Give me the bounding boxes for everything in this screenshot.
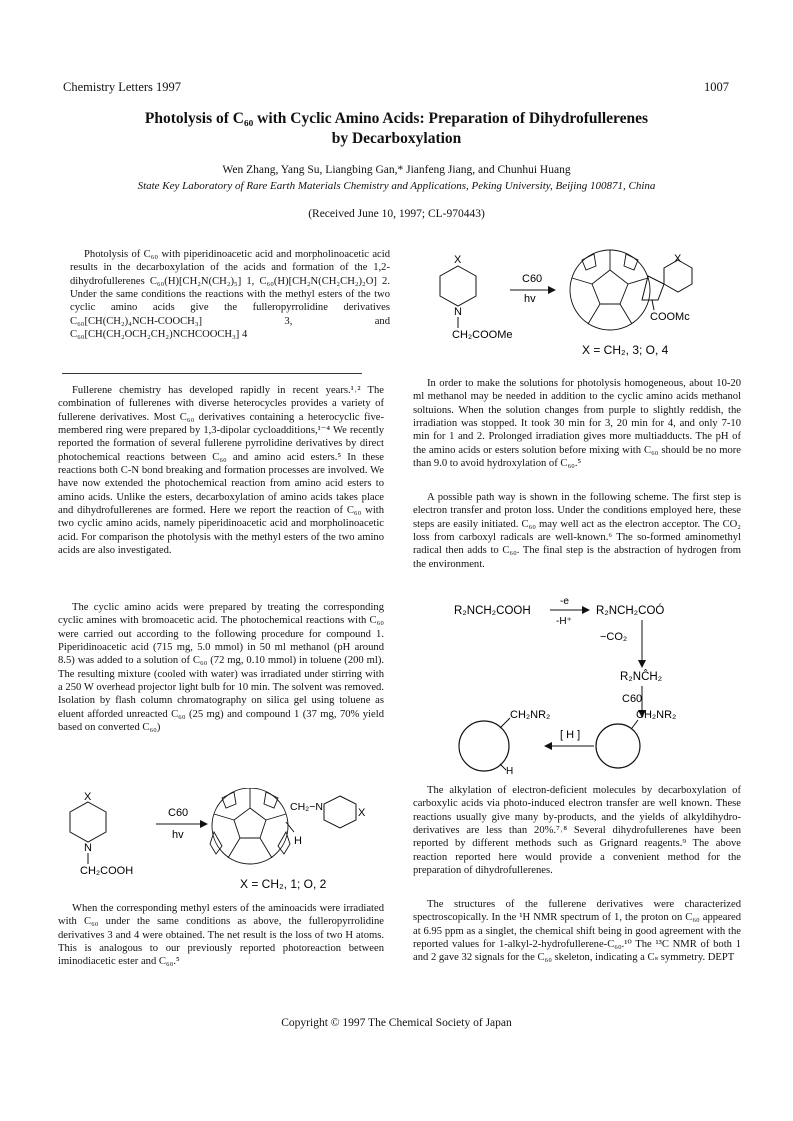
sub-right: CH₂NR₂ (636, 709, 677, 721)
reagent-label: C60 (168, 807, 189, 819)
page-number: 1007 (704, 80, 729, 94)
alkylation-paragraph: The alkylation of electron-deficient molecules by decarboxylation of carboxylic acids via photo-induced electron transfer are well known. These reactions usually give many by-products, and the yields of alkyldihydro-derivatives are less than 20%.⁷˒⁸ Several dihydrofullerenes have been reported by different methods such as Grignard reagents.⁹ The above reaction reported here would provide a convenient method for the preparation of dihydrofullerenes. (413, 785, 741, 877)
paper-title (0, 109, 793, 149)
condition-label: hv (524, 293, 536, 305)
reagent-label: C60 (522, 273, 543, 285)
fullerene-cage (210, 788, 290, 864)
radical-label: R₂NCH₂COÓ (596, 605, 665, 617)
fullerene-cage (570, 250, 650, 330)
reactant-label: R₂NCH₂COOH (454, 605, 531, 617)
adds-label: C60 (622, 693, 643, 705)
mechanism-scheme (440, 594, 730, 774)
product-substituent: CH₂−N (290, 801, 323, 813)
received-date: (Received June 10, 1997; CL-970443) (308, 208, 485, 220)
bond (500, 718, 510, 728)
step1-top: -e (560, 596, 569, 607)
author-list: Wen Zhang, Yang Su, Liangbing Gan,* Jianfeng Jiang, and Chunhui Huang (222, 164, 571, 176)
condition-label: hv (172, 829, 184, 841)
ring-atom-x: X (454, 254, 462, 266)
scheme-caption: X = CH₂, 1; O, 2 (240, 877, 327, 891)
scheme-compounds-3-4 (420, 248, 740, 360)
step1-bottom: -H⁺ (556, 616, 572, 627)
journal-name: Chemistry Letters 1997 (63, 80, 182, 94)
product-h: H (294, 835, 302, 847)
title-line-1: Photolysis of C₆₀ with Cyclic Amino Acids: Preparation of Dihydrofullerenes (144, 110, 649, 127)
hydrogen-step: [ H ] (560, 729, 581, 741)
fullerene-circle-left (459, 721, 509, 771)
co2-loss: −CO₂ (600, 631, 628, 643)
scheme-compounds-1-2 (60, 788, 390, 898)
product-substituent: COOMc (650, 311, 690, 323)
amine-ring (440, 266, 476, 306)
ring-atom-n: N (84, 842, 92, 854)
substituent-label: CH₂COOH (80, 865, 134, 877)
ring-atom-x: X (84, 791, 92, 803)
procedure-paragraph: The cyclic amino acids were prepared by treating the corresponding cyclic amines with bromoacetic acid. The photochemical reactions with C₆₀ were carried out according to the following procedure for compound 1. Piperidinoacetic acid (715 mg, 5.0 mmol) in 50 ml methanol (pH around 8.5) was added to a solution of C₆₀ (72 mg, 0.10 mmol) in toluene (200 ml). The resulting mixture (cooled with water) was irradiated under stirring with a 250 W overhead projector light bulb for 10 min. The solvent was removed. Isolation by flash column chromatography on silica gel using toluene as eluent afforded unreacted C₆₀ (25 mg) and compound 1 (37 mg, 70% yield based on converted C₆₀) (58, 602, 384, 734)
product-ring-x: X (674, 253, 682, 265)
product-ring-x: X (358, 807, 366, 819)
ring-atom-n: N (454, 306, 462, 318)
abstract: Photolysis of C₆₀ with piperidinoacetic acid and morpholinoacetic acid results in the decarboxylation of the acids and formation of the 1,2-dihydrofullerenes C₆₀(H)[CH₂N(CH₂)₅] 1, C₆₀(H)[CH₂N(CH₂CH₂)₂O] 2. Under the same conditions the reactions with the methyl esters of the two cyclic amino acids give the fulleropyrrolidine derivatives C₆₀[CH(CH₂)₄NCH-COOCH₃] 3, and C₆₀[CH(CH₂OCH₂CH₂)NCHCOOCH₃] 4 (70, 249, 390, 341)
arrowhead (544, 742, 552, 750)
scheme-caption: X = CH₂, 3; O, 4 (582, 343, 669, 357)
arrowhead (200, 820, 208, 828)
arrowhead (638, 660, 646, 668)
substituent-label: CH₂COOMe (452, 329, 513, 341)
intro-paragraph: Fullerene chemistry has developed rapidly in recent years.¹˒² The combination of fullerenes with diverse heterocycles provides a variety of fullerene derivatives. Most C₆₀ derivatives containing a heterocyclic five-membered ring were prepared by 1,3-dipolar cycloadditions,¹⁻⁴ We recently reported the formation of several fullerene pyrrolidine derivatives by direct photochemical reactions between C₆₀ and amino acid esters.⁵ In these reactions both C-N bond breaking and formation processes are involved. We have now extended the photochemical reaction from amino acid esters to amino acids. Unlike the esters, decarboxylation of amino acids takes place and dihydrofullerenes are formed. Here we report the reaction of C₆₀ with two cyclic amino acids, namely piperidinoacetic acid and morpholinoacetic acid. For comparison the photolysis with the methyl esters of the two amino acids are also investigated. (58, 385, 384, 557)
structures-paragraph: The structures of the fullerene derivatives were characterized spectroscopically. In the ¹H NMR spectrum of 1, the proton on C₆₀ appeared at 6.95 ppm as a singlet, the chemical shift being in good agreement with the reported values for 1-alkyl-2-hydrofullerene-C₆₀.¹⁰ The ¹³C NMR of both 1 and 2 gave 32 signals for the C₆₀ skeleton, indicating a Cₛ symmetry. DEPT (413, 899, 741, 964)
ester-paragraph: When the corresponding methyl esters of the aminoacids were irradiated with C₆₀ under the same conditions as above, the fulleropyrrolidine derivatives 3 and 4 were obtained. The net result is the loss of two H atoms. This is analogous to our previously reported photoreaction between iminodiacetic ester and C₆₀.⁵ (58, 903, 384, 968)
copyright-notice: Copyright © 1997 The Chemical Society of Japan (281, 1017, 512, 1029)
arrowhead (548, 286, 556, 294)
affiliation: State Key Laboratory of Rare Earth Materials Chemistry and Applications, Peking University, Beijing 100871, China (137, 180, 656, 192)
aminomethyl-label: R₂NĈH₂ (620, 671, 663, 683)
pyrrolidine-ring (642, 276, 664, 300)
bond (632, 720, 638, 728)
h-atom: H (506, 766, 514, 774)
sub-left: CH₂NR₂ (510, 709, 551, 721)
amine-ring (70, 802, 106, 842)
bond (286, 822, 294, 832)
pathway-paragraph: A possible path way is shown in the following scheme. The first step is electron transfer and proton loss. Under the conditions employed here, these steps are easily initiated. C₆₀ may well act as the electron acceptor. The CO₂ loss from carboxyl radicals are well-known.⁶ The so-formed aminomethyl radical then adds to C₆₀. The final step is the abstraction of hydrogen from the environment. (413, 492, 741, 570)
bond (652, 300, 654, 310)
homogeneity-paragraph: In order to make the solutions for photolysis homogeneous, about 10-20 ml methanol may be needed in addition to the cyclic amino acids methanol soltuions. When the solution changes from purple to slightly reddish, the irradiation was stopped. It took 30 min for 3, 20 min for 4, and only 7-10 min for 1 and 2. Prolonged irradiation gives more multiadducts. The pH of the amino acids or esters solution before mixing with C₆₀ should be no more than 9.0 to avoid hydroxylation of C₆₀.⁵ (413, 378, 741, 470)
product-ring (324, 796, 356, 828)
title-line-2: by Decarboxylation (331, 130, 462, 147)
abstract-divider (62, 373, 362, 374)
arrowhead (582, 606, 590, 614)
fullerene-circle-right (596, 724, 640, 768)
